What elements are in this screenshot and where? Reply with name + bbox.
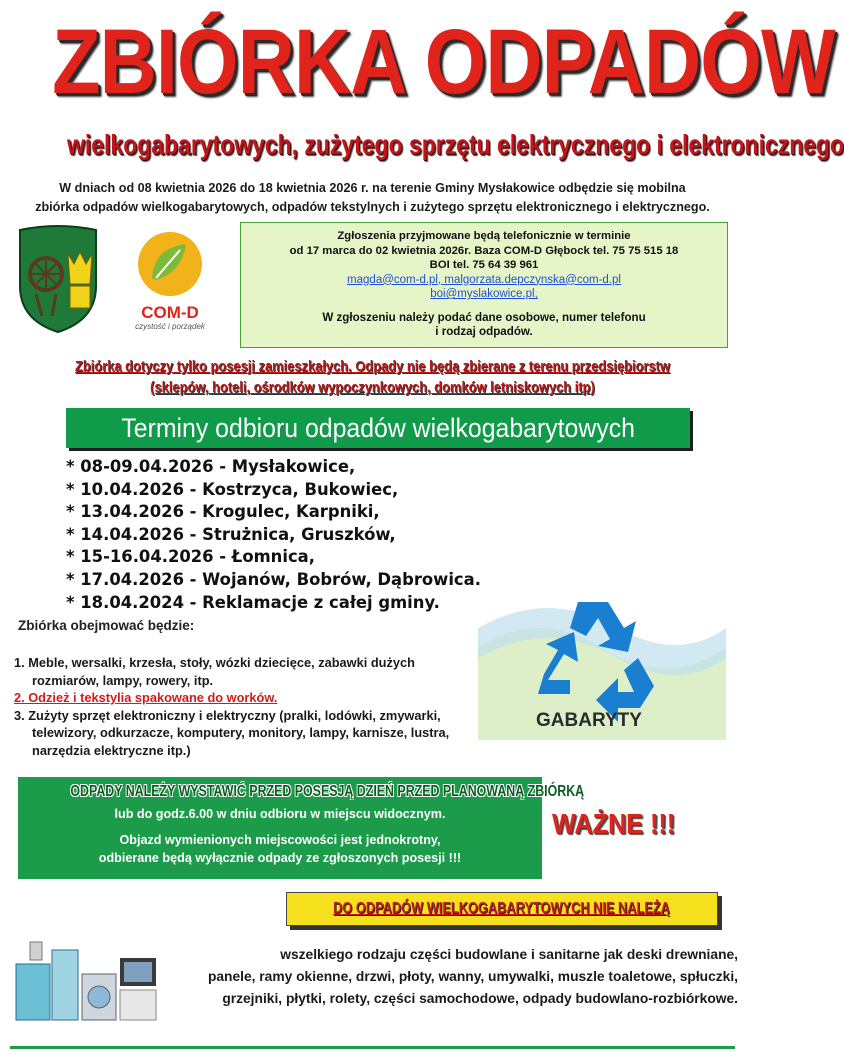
contact-box (240, 222, 728, 348)
page-subtitle: wielkogabarytowych, zużytego sprzętu elektrycznego i elektronicznego (67, 129, 844, 160)
schedule-item: * 15-16.04.2026 - Łomnica, (66, 546, 586, 569)
bottom-divider (10, 1046, 735, 1049)
email-links[interactable]: magda@com-d.pl, malgorzata.depczynska@com-d.pl (347, 273, 621, 286)
schedule-item: * 18.04.2024 - Reklamacje z całej gminy. (66, 592, 586, 615)
scope-item: 1. Meble, wersalki, krzesła, stoły, wózki dziecięce, zabawki dużych rozmiarów, lampy, rowery, itp. (14, 655, 415, 688)
terms-banner (66, 408, 690, 448)
schedule-item: * 10.04.2026 - Kostrzyca, Bukowiec, (66, 479, 586, 502)
intro-line: W dniach od 08 kwietnia 2026 do 18 kwietnia 2026 r. na terenie Gminy Mysłakowice odbędzie się mobilna (59, 181, 686, 195)
schedule-item: * 17.04.2026 - Wojanów, Bobrów, Dąbrowica. (66, 569, 586, 592)
excluded-line: panele, ramy okienne, drzwi, płoty, wanny, umywalki, muszle toaletowe, spłuczki, (207, 969, 738, 984)
excluded-items-text (166, 944, 738, 1010)
instruction-heading: ODPADY NALEŻY WYSTAWIĆ PRZED POSESJĄ DZIEŃ PRZED PLANOWANĄ ZBIÓRKĄ (70, 783, 585, 800)
comd-tagline: czystość i porządek (135, 322, 205, 331)
contact-line: Zgłoszenia przyjmowane będą telefonicznie w terminie (337, 230, 631, 242)
notice-line: (sklepów, hoteli, ośrodków wypoczynkowych, domków letniskowych itp) (150, 379, 595, 396)
instruction-box (18, 777, 585, 879)
scope-item: 3. Zużyty sprzęt elektroniczny i elektryczny (pralki, lodówki, zmywarki, telewizory, odkurzacze, komputery, monitory, lampy, karnisze, lustra, narzędzia elektryczne itp.) (14, 707, 450, 758)
contact-note: i rodzaj odpadów. (435, 325, 533, 338)
contact-line: BOI tel. 75 64 39 961 (429, 259, 539, 271)
intro-line: zbiórka odpadów wielkogabarytowych, odpadów tekstylnych i zużytego sprzętu elektronicznego i elektrycznego. (35, 200, 710, 214)
important-label: WAŻNE !!! (552, 808, 676, 839)
notice-line: Zbiórka dotyczy tylko posesji zamieszkałych. Odpady nie będą zbierane z terenu przedsiębiorstw (74, 358, 671, 375)
appliances-icon (12, 934, 162, 1026)
excluded-line: wszelkiego rodzaju części budowlane i sanitarne jak deski drewniane, (280, 947, 738, 962)
not-belong-heading: DO ODPADÓW WIELKOGABARYTOWYCH NIE NALEŻĄ (333, 900, 671, 917)
comd-name: COM-D (141, 303, 199, 322)
schedule-item: * 08-09.04.2026 - Mysłakowice, (66, 456, 586, 479)
comd-logo (122, 228, 218, 332)
terms-heading: Terminy odbioru odpadów wielkogabarytowych (121, 412, 635, 443)
coat-of-arms-icon (16, 224, 100, 334)
residential-notice (69, 356, 675, 398)
recycle-label: GABARYTY (536, 710, 642, 731)
recycle-graphic (478, 588, 726, 740)
schedule-item: * 13.04.2026 - Krogulec, Karpniki, (66, 501, 586, 524)
intro-text (10, 179, 735, 217)
scope-title: Zbiórka obejmować będzie: (18, 618, 195, 633)
contact-line: od 17 marca do 02 kwietnia 2026r. Baza COM-D Głębock tel. 75 75 515 18 (289, 244, 679, 257)
schedule-item: * 14.04.2026 - Strużnica, Gruszków, (66, 524, 586, 547)
excluded-line: grzejniki, płytki, rolety, części samochodowe, odpady budowlano-rozbiórkowe. (222, 991, 738, 1006)
instruction-line: Objazd wymienionych miejscowości jest jednokrotny, (119, 833, 441, 847)
scope-list (14, 654, 484, 760)
scope-item: 2. Odzież i tekstylia spakowane do worków. (14, 690, 278, 706)
email-link-boi[interactable]: boi@myslakowice.pl, (430, 288, 538, 300)
not-belong-banner (286, 892, 718, 926)
leaf-icon (122, 228, 218, 300)
page-title: ZBIÓRKA ODPADÓW (52, 11, 835, 113)
instruction-line: odbierane będą wyłącznie odpady ze zgłoszonych posesji !!! (98, 851, 462, 865)
instruction-line: lub do godz.6.00 w dniu odbioru w miejscu widocznym. (114, 807, 446, 821)
contact-note: W zgłoszeniu należy podać dane osobowe, numer telefonu (322, 310, 646, 324)
